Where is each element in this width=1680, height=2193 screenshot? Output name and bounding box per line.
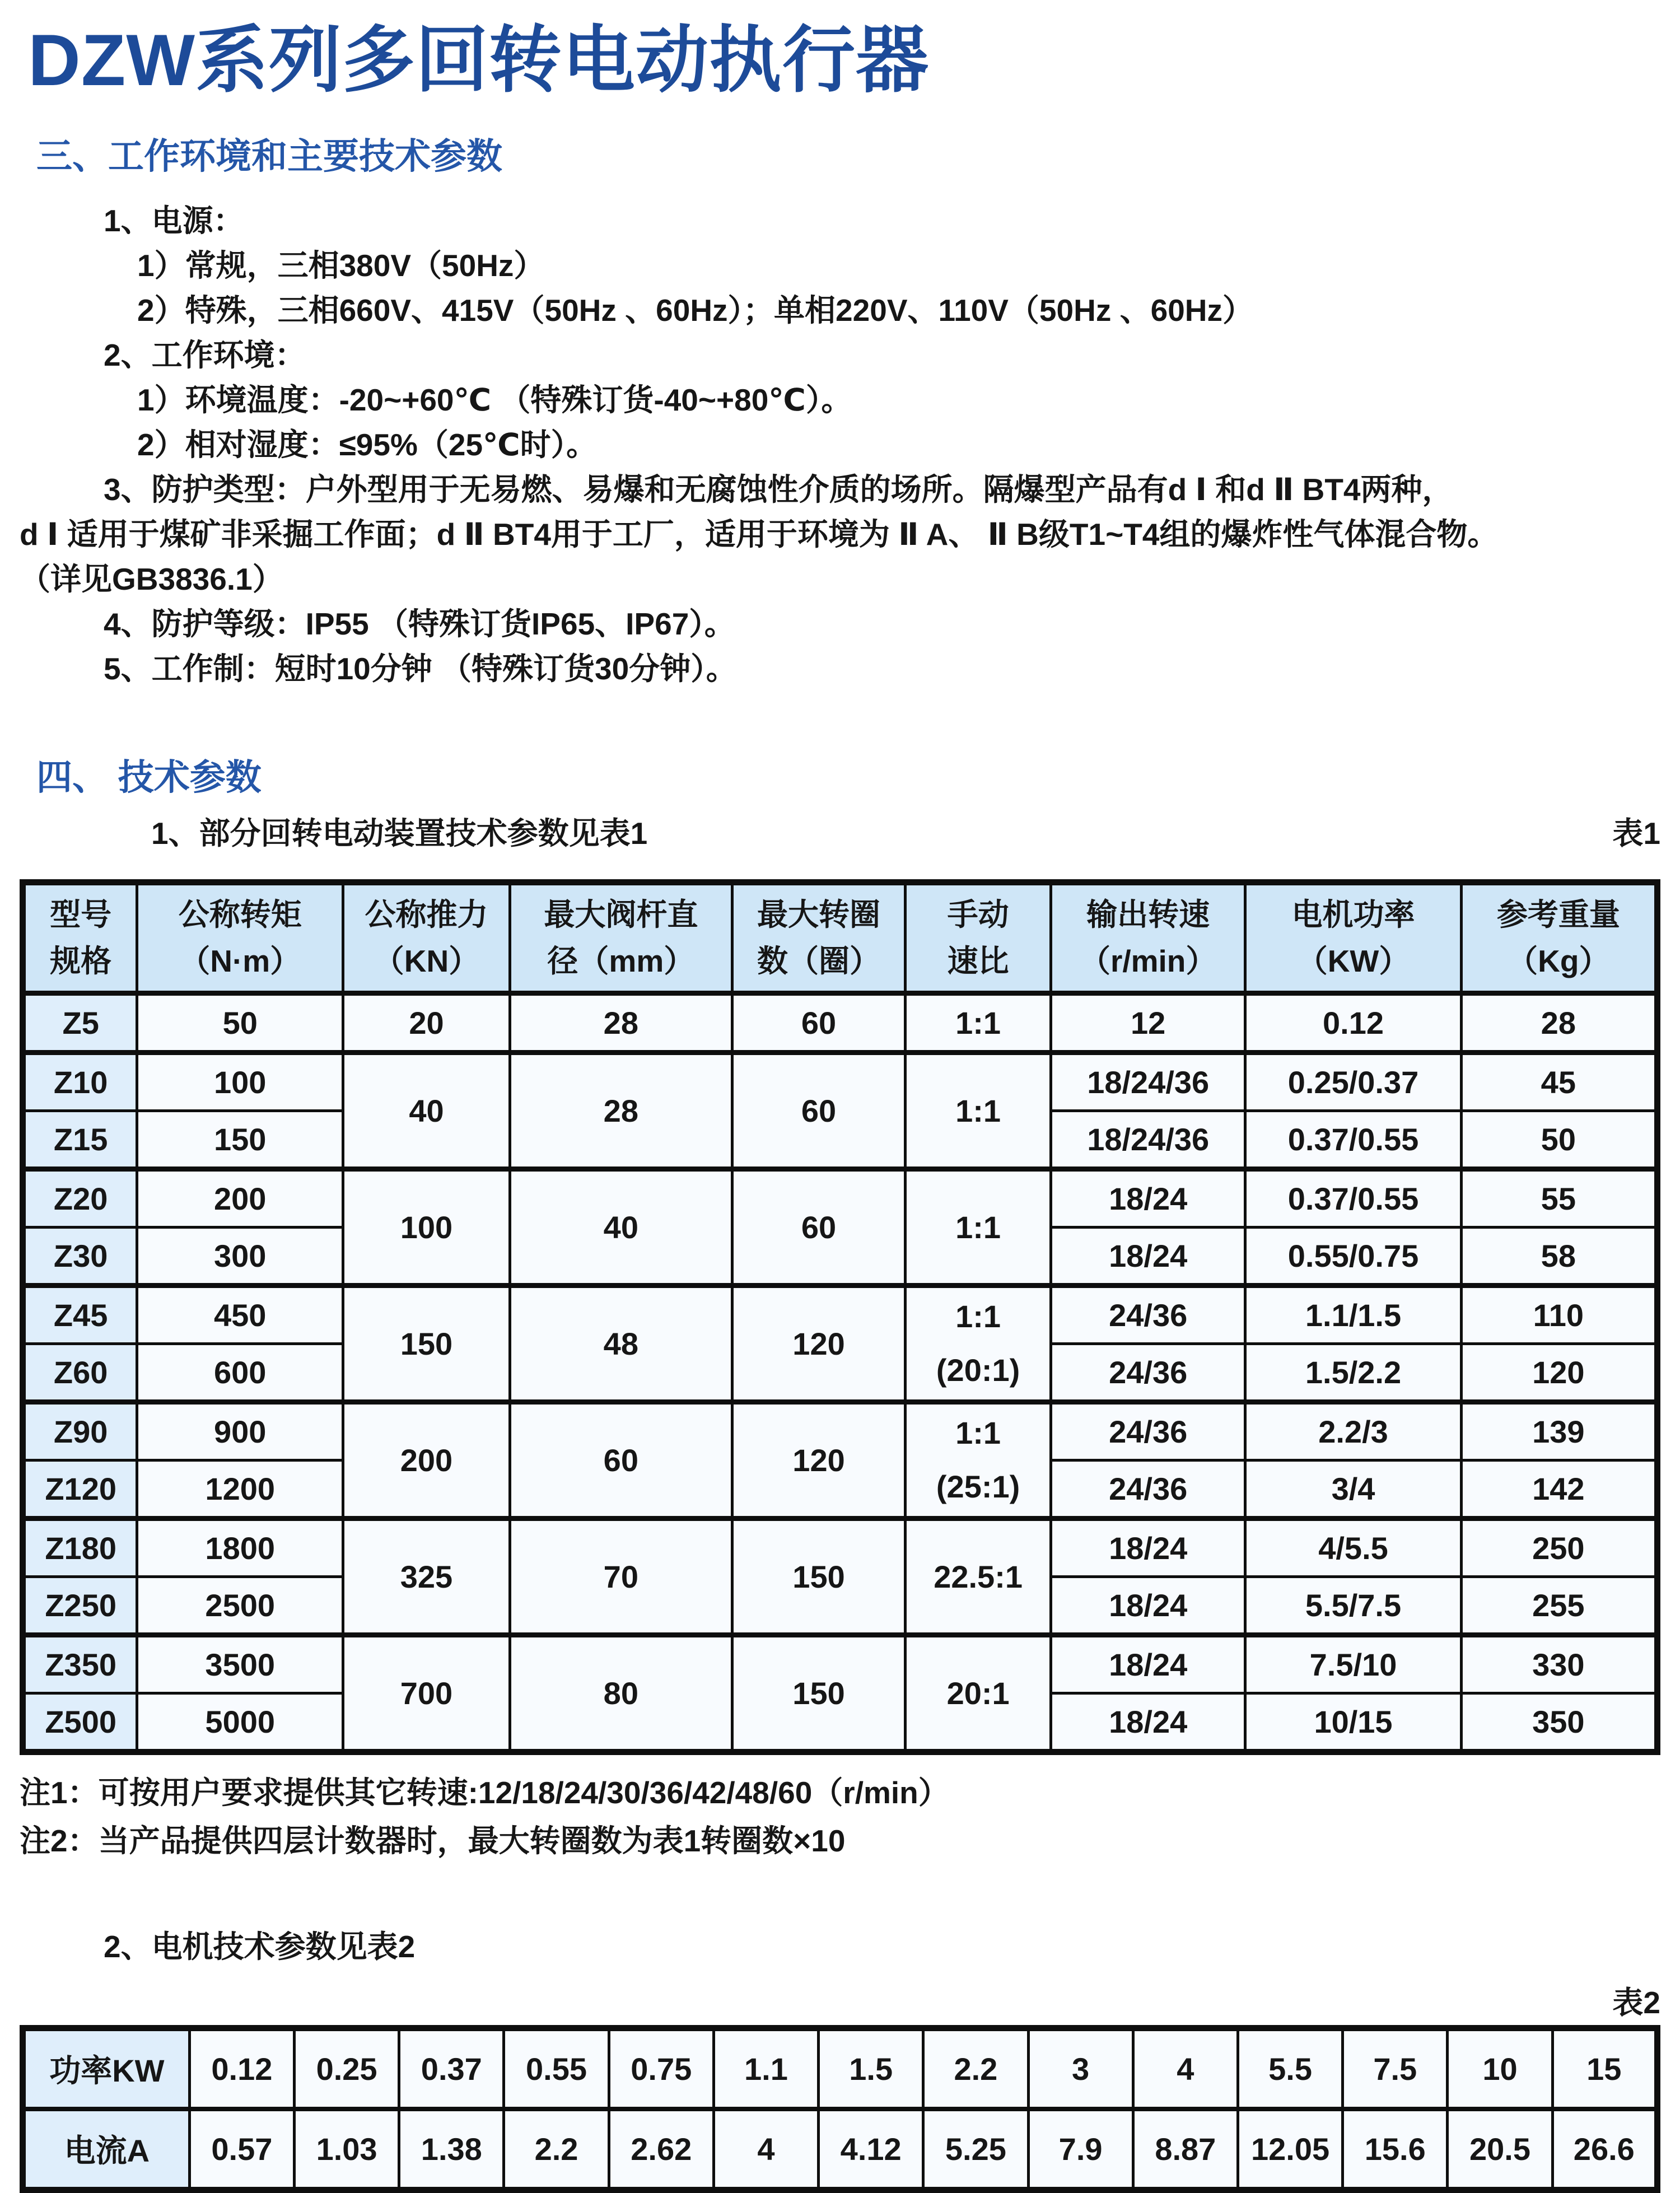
model-cell: Z20 bbox=[23, 1169, 137, 1227]
value-cell: 20:1 bbox=[906, 1635, 1051, 1752]
value-cell: 255 bbox=[1461, 1576, 1657, 1635]
model-cell: Z10 bbox=[23, 1052, 137, 1111]
table2-label-row bbox=[20, 1985, 1660, 2021]
value-cell: 1800 bbox=[137, 1518, 343, 1576]
value-cell: 600 bbox=[137, 1343, 343, 1402]
body-line: 1）环境温度：-20~+60℃ （特殊订货-40~+80℃）。 bbox=[137, 382, 852, 418]
value-cell: 0.12 bbox=[189, 2028, 294, 2109]
value-cell: 7.5 bbox=[1343, 2028, 1448, 2109]
value-cell: 110 bbox=[1461, 1285, 1657, 1343]
value-cell: 150 bbox=[343, 1285, 510, 1402]
model-cell: 电流A bbox=[23, 2109, 190, 2190]
model-cell: Z5 bbox=[23, 993, 137, 1052]
value-cell: 120 bbox=[732, 1285, 905, 1402]
value-cell: 0.75 bbox=[609, 2028, 713, 2109]
table1-technical-params bbox=[20, 879, 1660, 1755]
value-cell: 24/36 bbox=[1051, 1343, 1245, 1402]
value-cell: 28 bbox=[510, 1052, 732, 1169]
value-cell: 5.5/7.5 bbox=[1245, 1576, 1461, 1635]
value-cell: 18/24 bbox=[1051, 1635, 1245, 1693]
header-cell: 手动 速比 bbox=[906, 882, 1051, 993]
value-cell: 1.5/2.2 bbox=[1245, 1343, 1461, 1402]
value-cell: 4 bbox=[1133, 2028, 1238, 2109]
body-line: 4、防护等级：IP55 （特殊订货IP65、IP67）。 bbox=[104, 606, 735, 642]
value-cell: 1:1 bbox=[906, 1169, 1051, 1285]
value-cell: 1.38 bbox=[399, 2109, 504, 2190]
value-cell: 58 bbox=[1461, 1227, 1657, 1285]
value-cell: 26.6 bbox=[1552, 2109, 1657, 2190]
value-cell: 3/4 bbox=[1245, 1460, 1461, 1518]
value-cell: 4/5.5 bbox=[1245, 1518, 1461, 1576]
value-cell: 325 bbox=[343, 1518, 510, 1635]
header-cell: 公称转矩 （N·m） bbox=[137, 882, 343, 993]
value-cell: 150 bbox=[137, 1111, 343, 1169]
value-cell: 18/24/36 bbox=[1051, 1111, 1245, 1169]
value-cell: 20.5 bbox=[1448, 2109, 1552, 2190]
header-cell: 公称推力 （KN） bbox=[343, 882, 510, 993]
section4-heading: 四、 技术参数 bbox=[36, 757, 262, 798]
value-cell: 1200 bbox=[137, 1460, 343, 1518]
value-cell: 7.9 bbox=[1028, 2109, 1133, 2190]
value-cell: 1.1/1.5 bbox=[1245, 1285, 1461, 1343]
section3-body bbox=[20, 198, 1660, 691]
value-cell: 15.6 bbox=[1343, 2109, 1448, 2190]
header-cell: 最大阀杆直 径（mm） bbox=[510, 882, 732, 993]
value-cell: 18/24 bbox=[1051, 1518, 1245, 1576]
value-cell: 70 bbox=[510, 1518, 732, 1635]
model-cell: Z45 bbox=[23, 1285, 137, 1343]
value-cell: 48 bbox=[510, 1285, 732, 1402]
value-cell: 55 bbox=[1461, 1169, 1657, 1227]
value-cell: 10 bbox=[1448, 2028, 1552, 2109]
value-cell: 0.25/0.37 bbox=[1245, 1052, 1461, 1111]
value-cell: 2.2 bbox=[923, 2028, 1028, 2109]
value-cell: 80 bbox=[510, 1635, 732, 1752]
value-cell: 2.2/3 bbox=[1245, 1402, 1461, 1460]
value-cell: 22.5:1 bbox=[906, 1518, 1051, 1635]
model-cell: 功率KW bbox=[23, 2028, 190, 2109]
note-2: 注2：当产品提供四层计数器时，最大转圈数为表1转圈数×10 bbox=[20, 1823, 846, 1858]
value-cell: 300 bbox=[137, 1227, 343, 1285]
value-cell: 60 bbox=[732, 1052, 905, 1169]
value-cell: 40 bbox=[343, 1052, 510, 1169]
value-cell: 450 bbox=[137, 1285, 343, 1343]
value-cell: 20 bbox=[343, 993, 510, 1052]
value-cell: 50 bbox=[137, 993, 343, 1052]
value-cell: 3 bbox=[1028, 2028, 1133, 2109]
value-cell: 45 bbox=[1461, 1052, 1657, 1111]
value-cell: 18/24/36 bbox=[1051, 1052, 1245, 1111]
value-cell: 7.5/10 bbox=[1245, 1635, 1461, 1693]
value-cell: 0.37 bbox=[399, 2028, 504, 2109]
model-cell: Z60 bbox=[23, 1343, 137, 1402]
model-cell: Z15 bbox=[23, 1111, 137, 1169]
value-cell: 1.03 bbox=[294, 2109, 399, 2190]
value-cell: 24/36 bbox=[1051, 1285, 1245, 1343]
body-line: 2）相对湿度：≤95%（25℃时）。 bbox=[137, 427, 598, 463]
model-cell: Z30 bbox=[23, 1227, 137, 1285]
value-cell: 0.12 bbox=[1245, 993, 1461, 1052]
value-cell: 60 bbox=[732, 993, 905, 1052]
table1-notes bbox=[20, 1769, 1660, 1865]
value-cell: 1:1 bbox=[906, 1052, 1051, 1169]
value-cell: 50 bbox=[1461, 1111, 1657, 1169]
value-cell: 142 bbox=[1461, 1460, 1657, 1518]
value-cell: 8.87 bbox=[1133, 2109, 1238, 2190]
value-cell: 250 bbox=[1461, 1518, 1657, 1576]
header-cell: 型号 规格 bbox=[23, 882, 137, 993]
value-cell: 0.25 bbox=[294, 2028, 399, 2109]
body-line: 1）常规，三相380V（50Hz） bbox=[137, 248, 545, 283]
value-cell: 15 bbox=[1552, 2028, 1657, 2109]
model-cell: Z350 bbox=[23, 1635, 137, 1693]
value-cell: 1:1 bbox=[906, 993, 1051, 1052]
value-cell: 0.55 bbox=[504, 2028, 609, 2109]
value-cell: 24/36 bbox=[1051, 1460, 1245, 1518]
table1-label: 表1 bbox=[1612, 815, 1660, 851]
value-cell: 12 bbox=[1051, 993, 1245, 1052]
value-cell: 100 bbox=[343, 1169, 510, 1285]
table2-motor-params bbox=[20, 2025, 1660, 2193]
value-cell: 200 bbox=[343, 1402, 510, 1518]
model-cell: Z90 bbox=[23, 1402, 137, 1460]
note-1: 注1：可按用户要求提供其它转速:12/18/24/30/36/42/48/60（r/min） bbox=[20, 1775, 949, 1810]
page-title: DZW系列多回转电动执行器 bbox=[28, 19, 929, 101]
table2-label: 表2 bbox=[1612, 1985, 1660, 2020]
value-cell: 1:1 (25:1) bbox=[906, 1402, 1051, 1518]
value-cell: 700 bbox=[343, 1635, 510, 1752]
table2-intro: 2、电机技术参数见表2 bbox=[104, 1929, 416, 1964]
value-cell: 10/15 bbox=[1245, 1693, 1461, 1752]
value-cell: 0.37/0.55 bbox=[1245, 1169, 1461, 1227]
body-line: 3、防护类型：户外型用于无易燃、易爆和无腐蚀性介质的场所。隔爆型产品有d Ⅰ 和d Ⅱ BT4两种， bbox=[104, 472, 1453, 507]
value-cell: 900 bbox=[137, 1402, 343, 1460]
body-line: 5、工作制：短时10分钟 （特殊订货30分钟）。 bbox=[104, 651, 737, 687]
body-line: （详见GB3836.1） bbox=[20, 562, 283, 597]
value-cell: 28 bbox=[510, 993, 732, 1052]
value-cell: 350 bbox=[1461, 1693, 1657, 1752]
value-cell: 0.37/0.55 bbox=[1245, 1111, 1461, 1169]
value-cell: 1:1 (20:1) bbox=[906, 1285, 1051, 1402]
value-cell: 4.12 bbox=[819, 2109, 923, 2190]
value-cell: 5.5 bbox=[1238, 2028, 1342, 2109]
value-cell: 120 bbox=[732, 1402, 905, 1518]
datasheet-page bbox=[20, 20, 1660, 2193]
value-cell: 139 bbox=[1461, 1402, 1657, 1460]
value-cell: 2.2 bbox=[504, 2109, 609, 2190]
value-cell: 0.55/0.75 bbox=[1245, 1227, 1461, 1285]
value-cell: 24/36 bbox=[1051, 1402, 1245, 1460]
header-cell: 最大转圈 数（圈） bbox=[732, 882, 905, 993]
value-cell: 40 bbox=[510, 1169, 732, 1285]
value-cell: 18/24 bbox=[1051, 1693, 1245, 1752]
model-cell: Z120 bbox=[23, 1460, 137, 1518]
value-cell: 120 bbox=[1461, 1343, 1657, 1402]
value-cell: 5.25 bbox=[923, 2109, 1028, 2190]
value-cell: 150 bbox=[732, 1518, 905, 1635]
value-cell: 100 bbox=[137, 1052, 343, 1111]
value-cell: 18/24 bbox=[1051, 1169, 1245, 1227]
value-cell: 150 bbox=[732, 1635, 905, 1752]
body-line: d Ⅰ 适用于煤矿非采掘工作面；d Ⅱ BT4用于工厂，适用于环境为 Ⅱ A、 Ⅱ B级T1~T4组的爆炸性气体混合物。 bbox=[20, 517, 1499, 552]
body-line: 1、电源： bbox=[104, 203, 244, 239]
header-cell: 输出转速 （r/min） bbox=[1051, 882, 1245, 993]
value-cell: 60 bbox=[510, 1402, 732, 1518]
table1-intro-row bbox=[20, 811, 1660, 856]
section3-heading: 三、工作环境和主要技术参数 bbox=[36, 136, 502, 176]
value-cell: 60 bbox=[732, 1169, 905, 1285]
body-line: 2）特殊，三相660V、415V（50Hz 、60Hz）；单相220V、110V（50Hz 、60Hz） bbox=[137, 293, 1253, 328]
value-cell: 200 bbox=[137, 1169, 343, 1227]
value-cell: 18/24 bbox=[1051, 1576, 1245, 1635]
header-cell: 参考重量 （Kg） bbox=[1461, 882, 1657, 993]
value-cell: 4 bbox=[713, 2109, 818, 2190]
value-cell: 330 bbox=[1461, 1635, 1657, 1693]
value-cell: 2.62 bbox=[609, 2109, 713, 2190]
header-cell: 电机功率 （KW） bbox=[1245, 882, 1461, 993]
value-cell: 28 bbox=[1461, 993, 1657, 1052]
value-cell: 1.5 bbox=[819, 2028, 923, 2109]
table1-intro: 1、部分回转电动装置技术参数见表1 bbox=[151, 815, 648, 851]
model-cell: Z180 bbox=[23, 1518, 137, 1576]
value-cell: 3500 bbox=[137, 1635, 343, 1693]
value-cell: 5000 bbox=[137, 1693, 343, 1752]
value-cell: 0.57 bbox=[189, 2109, 294, 2190]
value-cell: 18/24 bbox=[1051, 1227, 1245, 1285]
model-cell: Z250 bbox=[23, 1576, 137, 1635]
body-line: 2、工作环境： bbox=[104, 338, 306, 373]
value-cell: 12.05 bbox=[1238, 2109, 1342, 2190]
value-cell: 1.1 bbox=[713, 2028, 818, 2109]
value-cell: 2500 bbox=[137, 1576, 343, 1635]
model-cell: Z500 bbox=[23, 1693, 137, 1752]
